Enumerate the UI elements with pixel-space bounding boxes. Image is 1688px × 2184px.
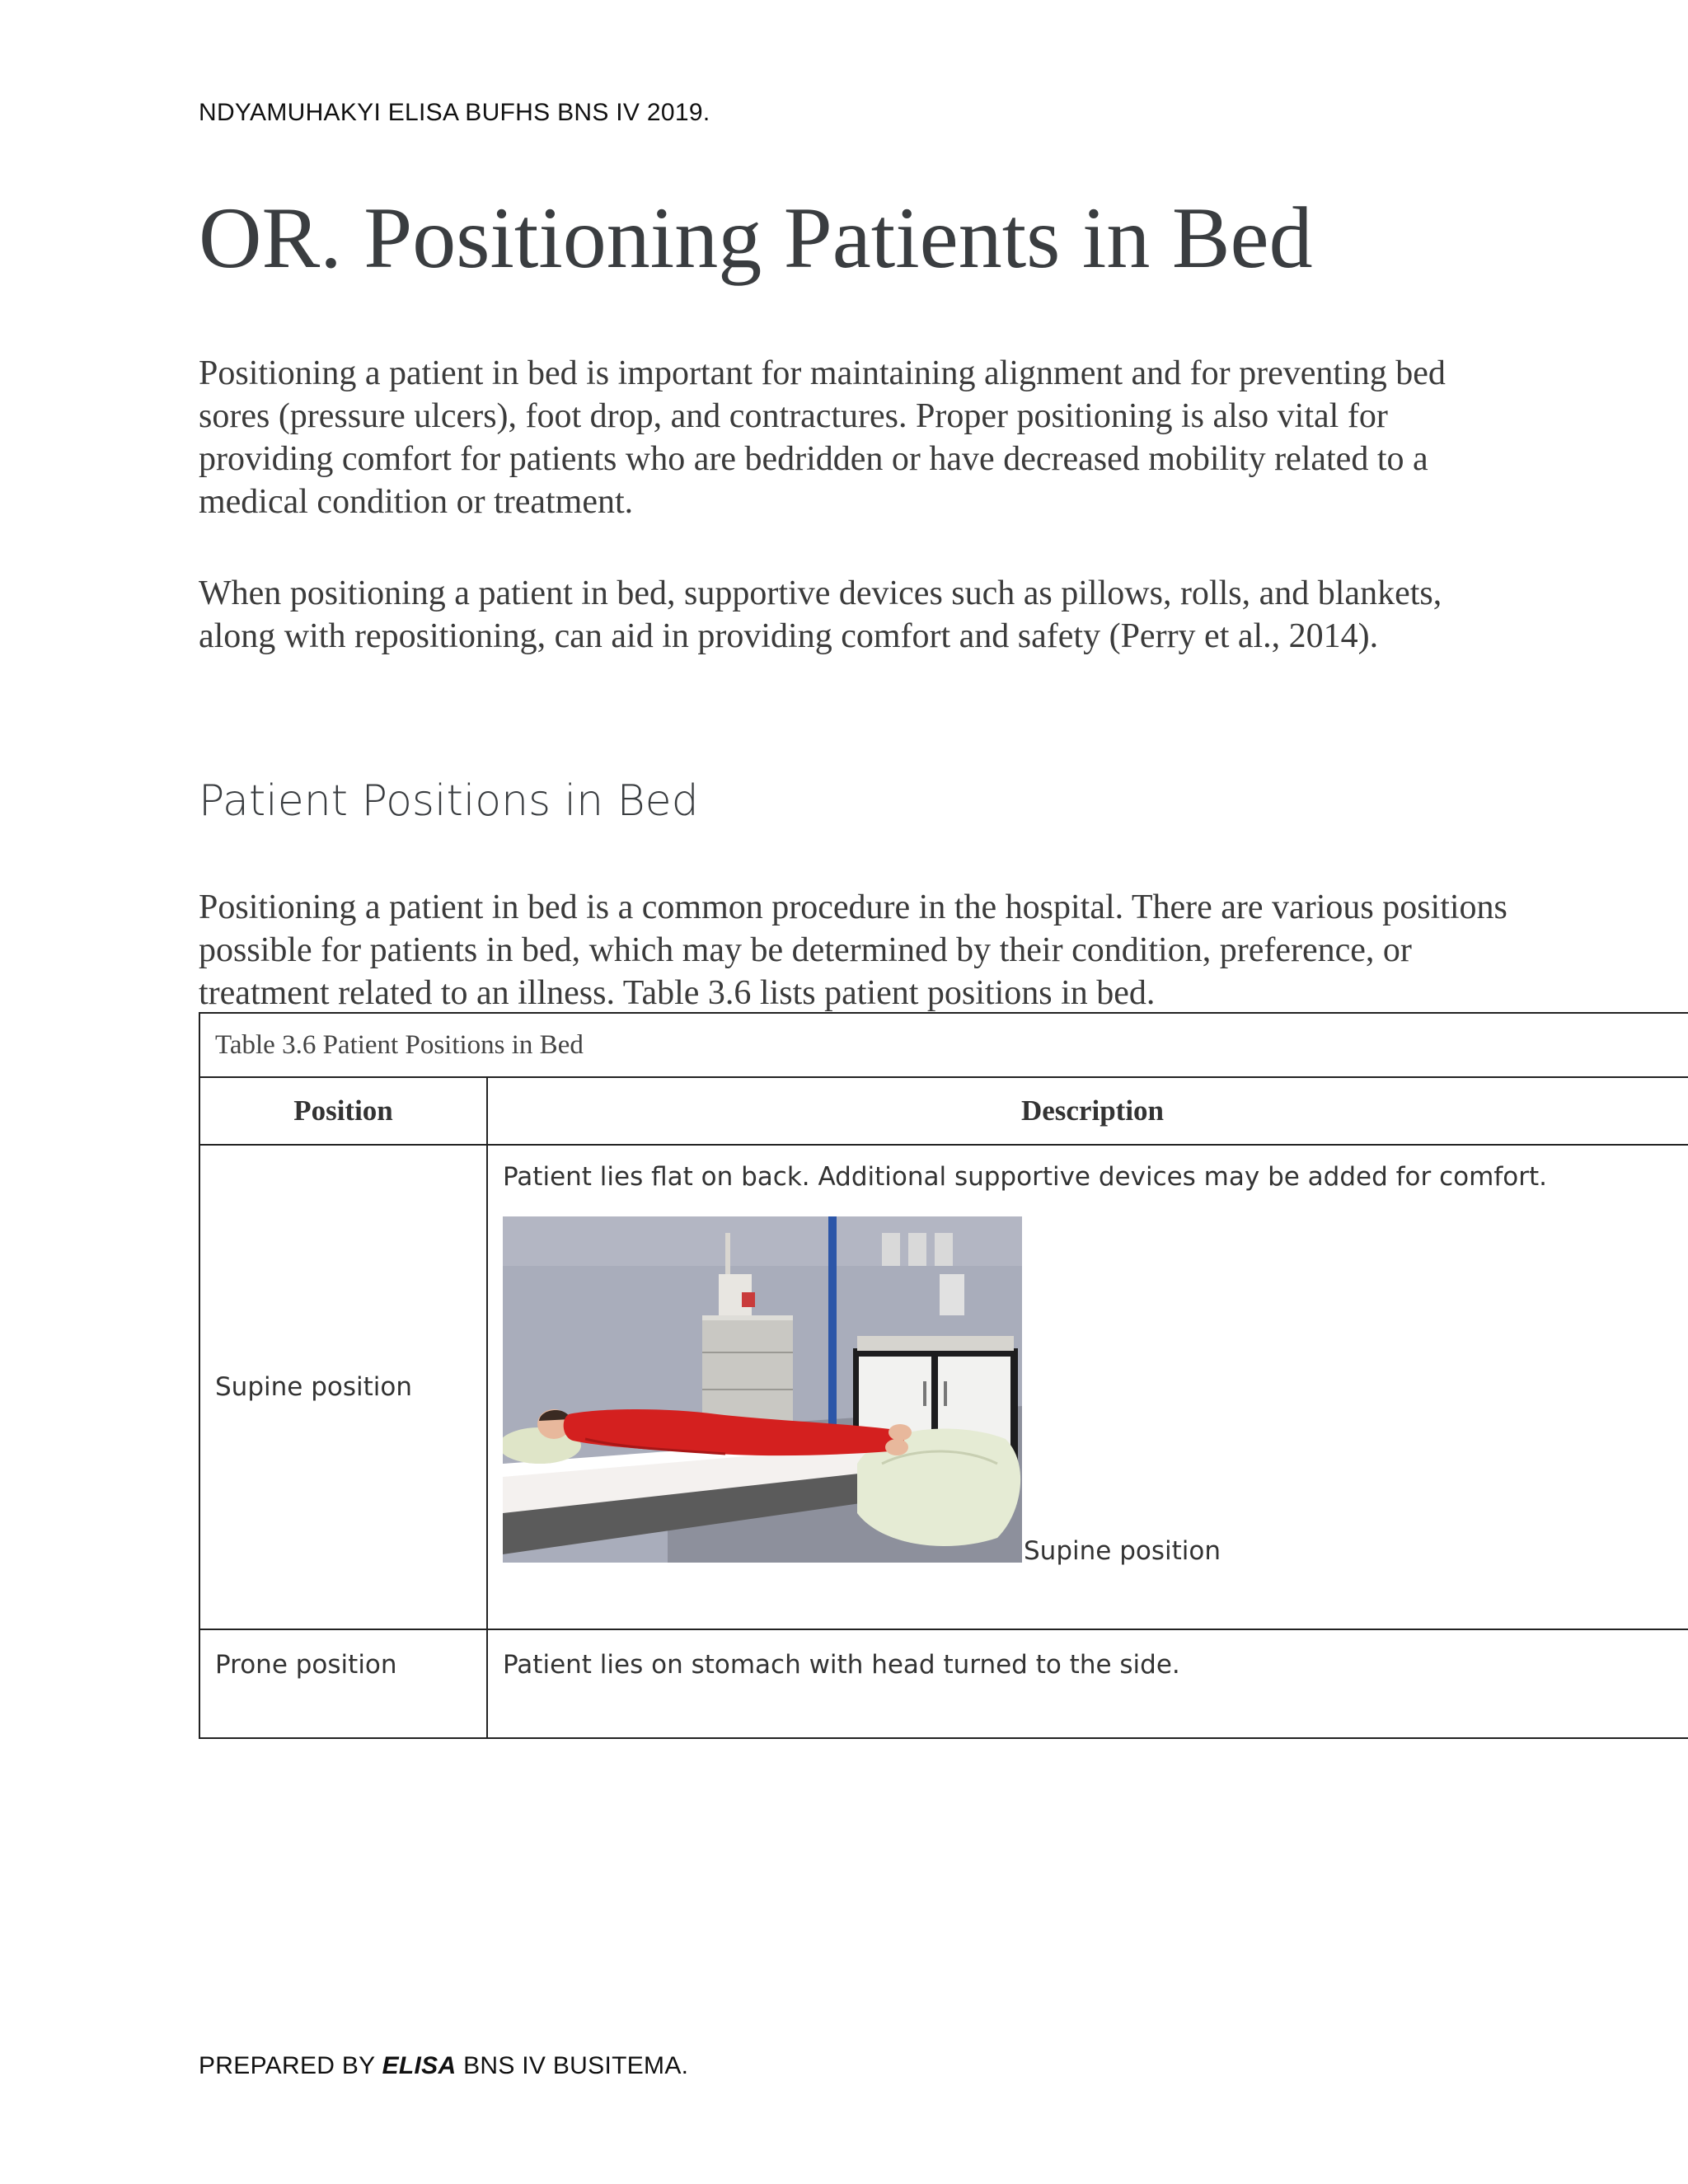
image-block bbox=[503, 1216, 1682, 1566]
supportive-devices-paragraph: When positioning a patient in bed, supportive devices such as pillows, rolls, and blankets, along with repositioning, can aid in providing comfort and safety (Perry et al., 2014). bbox=[199, 574, 1442, 655]
intro-paragraph: Positioning a patient in bed is important for maintaining alignment and for preventing bed sores (pressure ulcers), foot drop, and contractures. Proper positioning is also vital for providing comfort for patients who are bedridden or have decreased mobility related to a medical condition or treatment. bbox=[199, 354, 1446, 521]
supine-position-photo bbox=[503, 1216, 1022, 1563]
description-cell bbox=[487, 1145, 1688, 1629]
description-cell: Patient lies on stomach with head turned to the side. bbox=[487, 1629, 1688, 1738]
description-text: Patient lies flat on back. Additional supportive devices may be added for comfort. bbox=[503, 1162, 1547, 1192]
page-header: NDYAMUHAKYI ELISA BUFHS BNS IV 2019. bbox=[199, 99, 710, 126]
position-cell: Prone position bbox=[199, 1629, 487, 1738]
position-cell: Supine position bbox=[199, 1145, 487, 1629]
patient-positions-table bbox=[199, 1012, 1688, 1739]
table-caption-row bbox=[199, 1013, 1688, 1077]
table-header-position: Position bbox=[199, 1077, 487, 1145]
footer-suffix: BNS IV BUSITEMA. bbox=[456, 2052, 689, 2079]
image-caption: Supine position bbox=[1024, 1536, 1221, 1566]
table-row bbox=[199, 1145, 1688, 1629]
positions-intro-paragraph: Positioning a patient in bed is a common procedure in the hospital. There are various positions possible for patients in bed, which may be determined by their condition, preference, or treatment related to an illness. Table 3.6 lists patient positions in bed. bbox=[199, 888, 1507, 1012]
table-header-row bbox=[199, 1077, 1688, 1145]
table-header-description: Description bbox=[487, 1077, 1688, 1145]
footer-prefix: PREPARED BY bbox=[199, 2052, 382, 2079]
table-row bbox=[199, 1629, 1688, 1738]
table-caption: Table 3.6 Patient Positions in Bed bbox=[199, 1013, 1688, 1077]
section-title: Patient Positions in Bed bbox=[199, 776, 699, 826]
footer-author-name: ELISA bbox=[382, 2052, 457, 2079]
page-footer bbox=[199, 2052, 688, 2080]
page-title: OR. Positioning Patients in Bed bbox=[199, 190, 1313, 286]
